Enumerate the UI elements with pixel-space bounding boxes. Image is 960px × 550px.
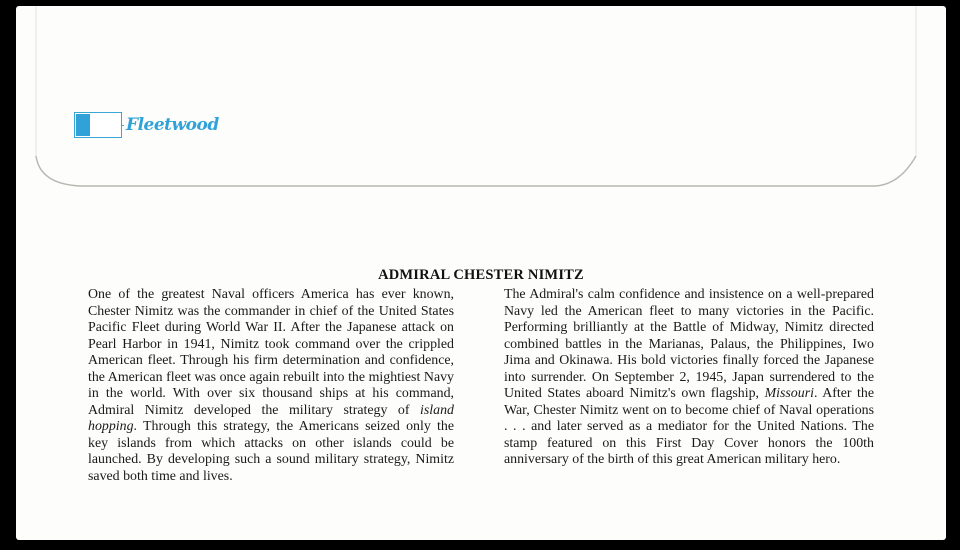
article-title: ADMIRAL CHESTER NIMITZ bbox=[378, 267, 584, 283]
article-column-left bbox=[88, 287, 454, 485]
envelope-back bbox=[16, 6, 946, 540]
right-text-part1: The Admiral's calm confidence and insistence on a well-prepared Navy led the American fleet to many victories in the Pacific. Performing brilliantly at the Battle of Midway, Nimitz directed combined battles in the Marianas, Palaus, the Philippines, Iwo Jima and Okinawa. His bold victories finally forced the Japanese into surrender. On September 2, 1945, Japan surrendered to the United States aboard Nimitz's own flagship, bbox=[504, 287, 874, 401]
left-text-italic: island hopping bbox=[88, 402, 454, 434]
left-text-part2: . Through this strategy, the Americans seized only the key islands from which attacks on other islands could be launched. By developing such a sound military strategy, Nimitz saved both time and lives. bbox=[88, 419, 454, 484]
article-column-right bbox=[504, 287, 874, 469]
left-text-part1: One of the greatest Naval officers America has ever known, Chester Nimitz was the commander in chief of the United States Pacific Fleet during World War II. After the Japanese attack on Pearl Harbor in 1941, Nimitz took command over the crippled American fleet. Through his firm determination and confidence, the American fleet was once again rebuilt into the mightiest Navy in the world. With over six thousand ships at his command, Admiral Nimitz developed the military strategy of bbox=[88, 287, 454, 418]
fleetwood-logo bbox=[74, 112, 219, 138]
right-text-part2: . After the War, Chester Nimitz went on to become chief of Naval operations . . . and later served as a mediator for the United Nations. The stamp featured on this First Day Cover honors the 100th anniversary of the birth of this great American military hero. bbox=[504, 386, 874, 467]
envelope-flap bbox=[16, 6, 946, 206]
right-text-italic: Missouri bbox=[764, 386, 814, 401]
fleetwood-logo-text: Fleetwood bbox=[126, 115, 219, 135]
fleetwood-logo-mark bbox=[74, 112, 122, 138]
